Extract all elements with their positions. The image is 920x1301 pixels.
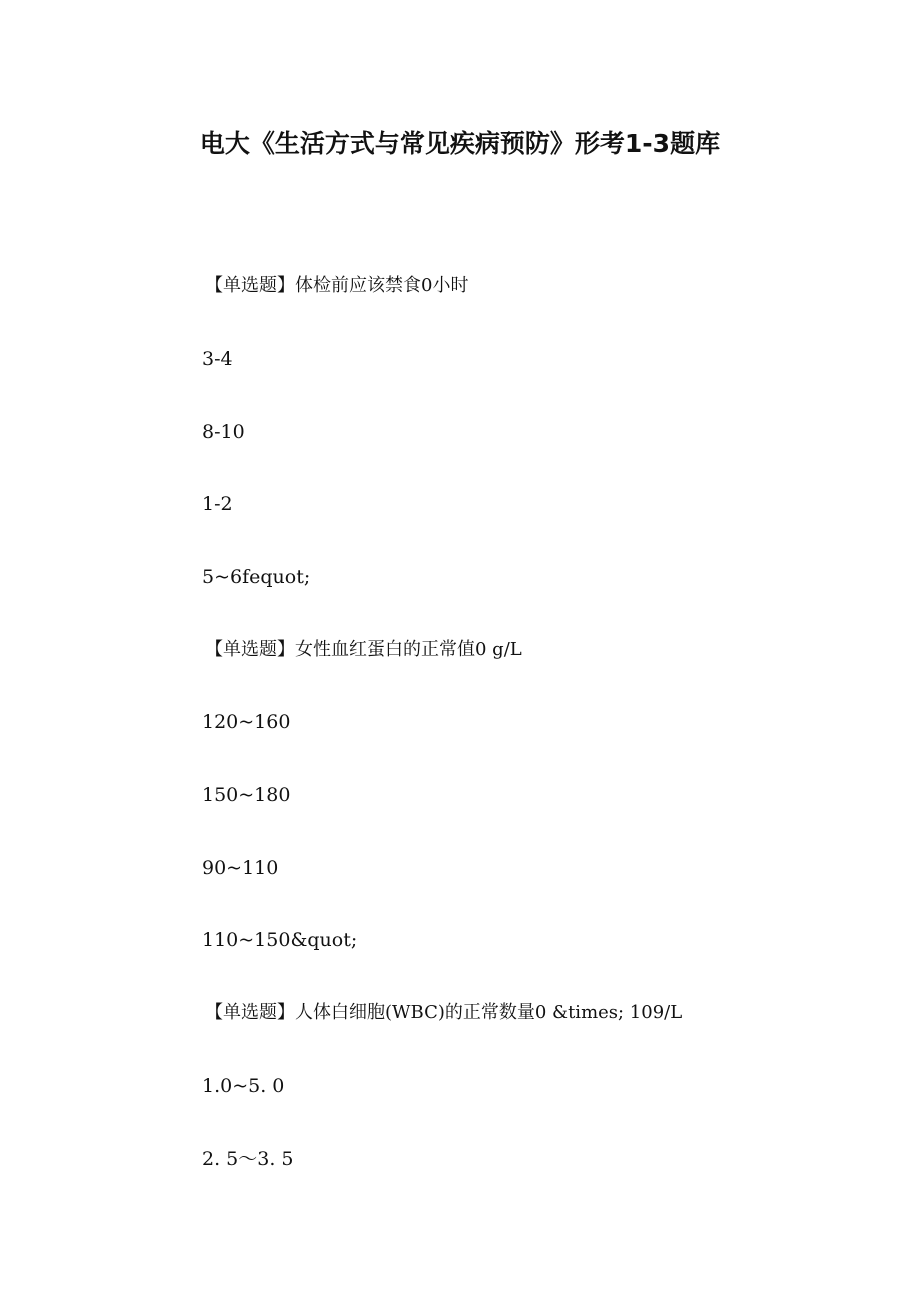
question-2-option-1: 120~160 xyxy=(202,711,291,733)
question-2-option-2: 150~180 xyxy=(202,784,291,806)
question-1-option-2: 8-10 xyxy=(202,421,245,443)
question-3-text: 【单选题】人体白细胞(WBC)的正常数量0 &times; 109/L xyxy=(205,1002,683,1023)
question-2-option-3: 90~110 xyxy=(202,857,279,879)
document-title: 电大《生活方式与常见疾病预防》形考1-3题库 xyxy=(199,129,721,158)
question-2-option-4: 110~150&quot; xyxy=(202,929,358,951)
question-2-text: 【单选题】女性血红蛋白的正常值0 g/L xyxy=(205,639,522,660)
question-1-option-3: 1-2 xyxy=(202,493,233,515)
question-3-option-1: 1.0~5. 0 xyxy=(202,1075,285,1097)
question-1-option-4: 5~6fequot; xyxy=(202,566,311,588)
question-1-text: 【单选题】体检前应该禁食0小时 xyxy=(205,275,469,296)
question-3-option-2: 2. 5～3. 5 xyxy=(202,1148,294,1170)
question-1-option-1: 3-4 xyxy=(202,348,233,370)
